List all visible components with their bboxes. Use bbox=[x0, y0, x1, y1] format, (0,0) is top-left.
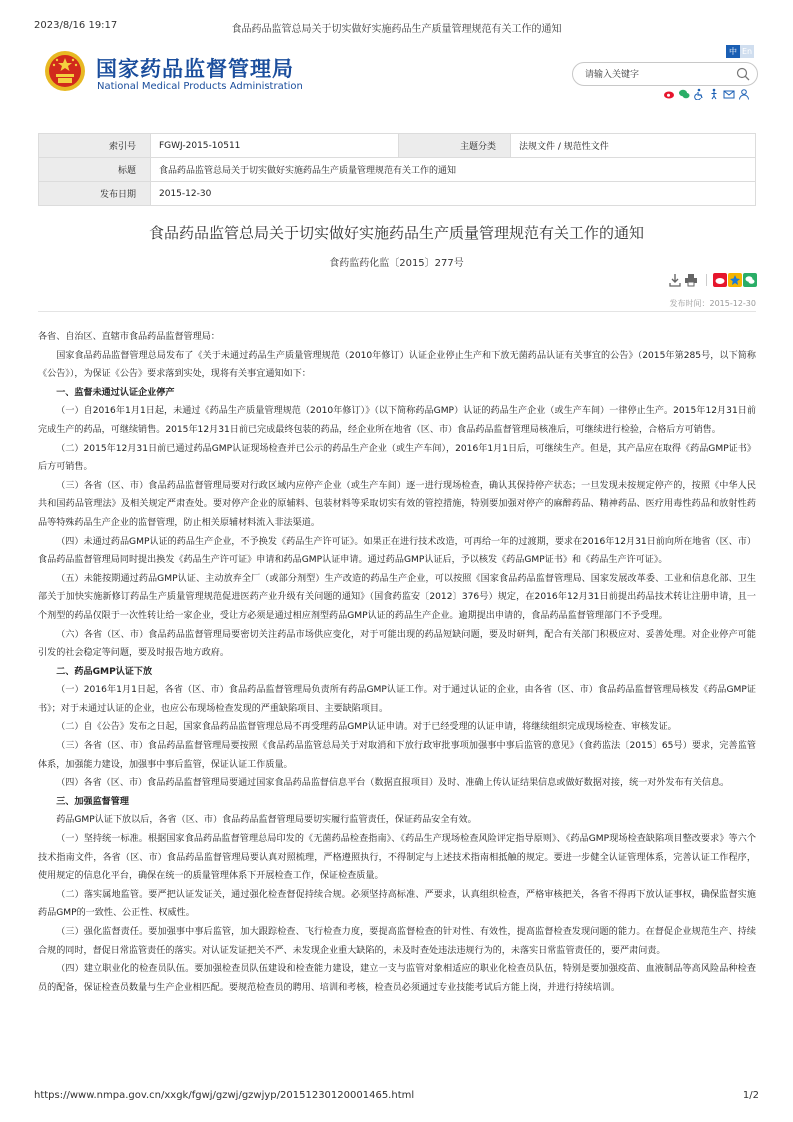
print-header bbox=[34, 20, 759, 34]
paragraph: （一）坚持统一标准。根据国家食品药品监督管理总局印发的《无菌药品检查指南》、《药品生产现场检查风险评定指导原则》、《药品GMP现场检查缺陷项目整改要求》等六个技术指南文件，各省（区、市）食品药品监督管理局要认真对照梳理，严格遵照执行，不得制定与上述技术指南相抵触的规定。要进一步健全认证管理体系，完善认证工作程序，使用规定的信息化平台，确保在统一的质量管理体系下开展检查工作，保证检查质量。 bbox=[38, 834, 756, 882]
index-value: FGWJ-2015-10511 bbox=[151, 134, 399, 158]
print-page-number: 1/2 bbox=[742, 1090, 759, 1101]
share-wechat-icon[interactable] bbox=[743, 273, 757, 287]
search-icon[interactable] bbox=[736, 67, 750, 81]
category-value: 法规文件 / 规范性文件 bbox=[511, 134, 756, 158]
section-heading: 一、监督未通过认证企业停产 bbox=[56, 387, 175, 398]
paragraph: （三）各省（区、市）食品药品监督管理局要按照《食品药品监管总局关于对取消和下放行政审批事项加强事中事后监管的意见》（食药监法〔2015〕65号）要求，完善监管体系，加强能力建设，加强事中事后监管，保证认证工作质量。 bbox=[38, 741, 756, 770]
search-input[interactable] bbox=[585, 67, 735, 82]
toolbar-icons bbox=[663, 88, 750, 100]
paragraph: （三）强化监督责任。要加强事中事后监管，加大跟踪检查、飞行检查力度，要提高监督检查的针对性、有效性，提高监督检查发现问题的能力。在督促企业规范生产、持续合规的同时，督促日常监管责任的落实。对认证发证把关不严、未发现企业重大缺陷的，未及时查处违法违规行为的，未落实日常监管责任的，要严肃问责。 bbox=[38, 927, 756, 956]
print-footer bbox=[34, 1090, 759, 1104]
paragraph: （二）落实属地监管。要严把认证发证关，通过强化检查督促持续合规。必须坚持高标准、严要求，认真组织检查，严格审核把关，各省不得再下放认证事权，确保监督实施药品GMP的一致性、公正性、权威性。 bbox=[38, 889, 756, 919]
title-label: 标题 bbox=[39, 158, 151, 182]
accessibility-icon[interactable] bbox=[693, 88, 705, 100]
elderly-mode-icon[interactable] bbox=[708, 88, 720, 100]
share-qzone-icon[interactable] bbox=[728, 273, 742, 287]
paragraph: （三）各省（区、市）食品药品监督管理局要对行政区域内应停产企业（或生产车间）逐一进行现场检查，确认其保持停产状态；一旦发现未按规定停产的，按照《中华人民共和国药品管理法》及相关规定严肃查处。要对停产企业的原辅料、包装材料等采取切实有效的管控措施，特别要加强对停产的麻醉药品、精神药品、医疗用毒性药品和放射性药品等特殊药品生产企业的监督管理，防止相关原辅材料流入非法渠道。 bbox=[38, 480, 756, 528]
document-meta-table bbox=[38, 133, 756, 206]
paragraph: 药品GMP认证下放以后，各省（区、市）食品药品监督管理局要切实履行监管责任，保证药品安全有效。 bbox=[56, 815, 477, 826]
index-label: 索引号 bbox=[39, 134, 151, 158]
paragraph: （二）2015年12月31日前已通过药品GMP认证现场检查并已公示的药品生产企业（或生产车间），2016年1月1日后，可继续生产。但是，其产品应在取得《药品GMP证书》后方可销售。 bbox=[38, 443, 756, 473]
lang-en-button[interactable]: En bbox=[741, 47, 753, 56]
site-name[interactable]: 国家药品监督管理局 bbox=[96, 57, 294, 81]
print-url: https://www.nmpa.gov.cn/xxgk/fgwj/gzwj/gzwjyp/20151230120001465.html bbox=[34, 1090, 415, 1101]
weibo-icon[interactable] bbox=[663, 88, 675, 100]
category-label: 主题分类 bbox=[399, 134, 511, 158]
paragraph: 国家食品药品监督管理总局发布了《关于未通过药品生产质量管理规范（2010年修订）认证企业停止生产和下放无菌药品认证有关事宜的公告》（2015年第285号，以下简称《公告》），为保证《公告》要求落到实处，现将有关事宜通知如下： bbox=[38, 350, 756, 380]
site-name-english[interactable]: National Medical Products Administration bbox=[97, 81, 303, 92]
document-number: 食药监药化监〔2015〕277号 bbox=[329, 258, 464, 269]
paragraph: （二）自《公告》发布之日起，国家食品药品监督管理总局不再受理药品GMP认证申请。对于已经受理的认证申请，将继续组织完成现场检查、审核发证。 bbox=[56, 722, 677, 733]
user-icon[interactable] bbox=[738, 88, 750, 100]
paragraph: （六）各省（区、市）食品药品监督管理局要密切关注药品市场供应变化，对于可能出现的药品短缺问题，要及时研判，配合有关部门积极应对、妥善处理。对企业停产可能引发的社会稳定等问题，要及时报告地方政府。 bbox=[38, 629, 756, 659]
section-heading: 二、药品GMP认证下放 bbox=[56, 666, 153, 677]
section-heading: 三、加强监督管理 bbox=[56, 796, 129, 807]
tools-divider bbox=[706, 274, 707, 286]
table-row bbox=[39, 158, 756, 182]
wechat-icon[interactable] bbox=[678, 88, 690, 100]
mail-icon[interactable] bbox=[723, 88, 735, 100]
print-icon[interactable] bbox=[684, 273, 698, 287]
search-box[interactable] bbox=[572, 62, 758, 86]
document-title: 食品药品监管总局关于切实做好实施药品生产质量管理规范有关工作的通知 bbox=[148, 224, 644, 242]
title-value: 食品药品监管总局关于切实做好实施药品生产质量管理规范有关工作的通知 bbox=[151, 158, 756, 182]
paragraph: （四）各省（区、市）食品药品监督管理局要通过国家食品药品监督信息平台（数据直报项目）及时、准确上传认证结果信息或做好数据对接，统一对外发布有关信息。 bbox=[56, 778, 730, 789]
share-buttons bbox=[713, 273, 757, 287]
table-row bbox=[39, 182, 756, 206]
paragraph: （四）未通过药品GMP认证的药品生产企业，不予换发《药品生产许可证》。如果正在进行技术改造，可再给一年的过渡期，要求在2016年12月31日前向所在地省（区、市）食品药品监督管理局同时提出换发《药品生产许可证》申请和药品GMP认证申请。通过药品GMP认证后，予以核发《药品GMP证书》和《药品生产许可证》。 bbox=[38, 536, 756, 566]
table-row bbox=[39, 134, 756, 158]
paragraph: （一）2016年1月1日起，各省（区、市）食品药品监督管理局负责所有药品GMP认证工作。对于通过认证的企业，由各省（区、市）食品药品监督管理局核发《药品GMP证书》；对于未通过认证的企业，也应公布现场检查发现的严重缺陷项目、主要缺陷项目。 bbox=[38, 685, 756, 714]
language-switch[interactable] bbox=[726, 45, 754, 58]
share-weibo-icon[interactable] bbox=[713, 273, 727, 287]
paragraph: （一）自2016年1月1日起，未通过《药品生产质量管理规范（2010年修订）》（以下简称药品GMP）认证的药品生产企业（或生产车间）一律停止生产。2015年12月31日前完成生产的药品，可继续销售。2015年12月31日前已完成最终包装的药品，经企业所在地省（区、市）食品药品监督管理局核准后，可继续进行检验，合格后方可销售。 bbox=[38, 406, 756, 435]
publish-date: 发布时间：2015-12-30 bbox=[669, 299, 756, 308]
date-label: 发布日期 bbox=[39, 182, 151, 206]
divider bbox=[38, 311, 756, 312]
national-emblem-icon[interactable] bbox=[44, 50, 86, 92]
print-timestamp: 2023/8/16 19:17 bbox=[34, 20, 118, 31]
salutation: 各省、自治区、直辖市食品药品监督管理局： bbox=[38, 332, 220, 342]
lang-zh-button[interactable]: 中 bbox=[726, 45, 740, 58]
article-tools bbox=[668, 273, 757, 287]
document-body bbox=[38, 328, 756, 997]
print-page-title: 食品药品监管总局关于切实做好实施药品生产质量管理规范有关工作的通知 bbox=[231, 24, 562, 35]
paragraph: （四）建立职业化的检查员队伍。要加强检查员队伍建设和检查能力建设，建立一支与监管对象相适应的职业化检查员队伍，特别是要加强疫苗、血液制品等高风险品种检查员的配备，保证检查员数量与生产企业相匹配。要规范检查员的聘用、培训和考核，检查员必须通过专业技能考试后方能上岗，并进行持续培训。 bbox=[38, 964, 756, 993]
download-icon[interactable] bbox=[668, 273, 682, 287]
paragraph: （五）未能按期通过药品GMP认证、主动放弃全厂（或部分剂型）生产改造的药品生产企业，可以按照《国家食品药品监督管理局、国家发展改革委、工业和信息化部、卫生部关于加快实施新修订药品生产质量管理规范促进医药产业升级有关问题的通知》（国食药监安〔2012〕376号）规定，在2016年12月31日前提出药品技术转让注册申请，且一个剂型的药品仅限于一次性转让给一家企业，受让方必须是通过相应剂型药品GMP认证的药品生产企业。逾期提出申请的，食品药品监督管理部门不予受理。 bbox=[38, 573, 756, 621]
date-value: 2015-12-30 bbox=[151, 182, 756, 206]
